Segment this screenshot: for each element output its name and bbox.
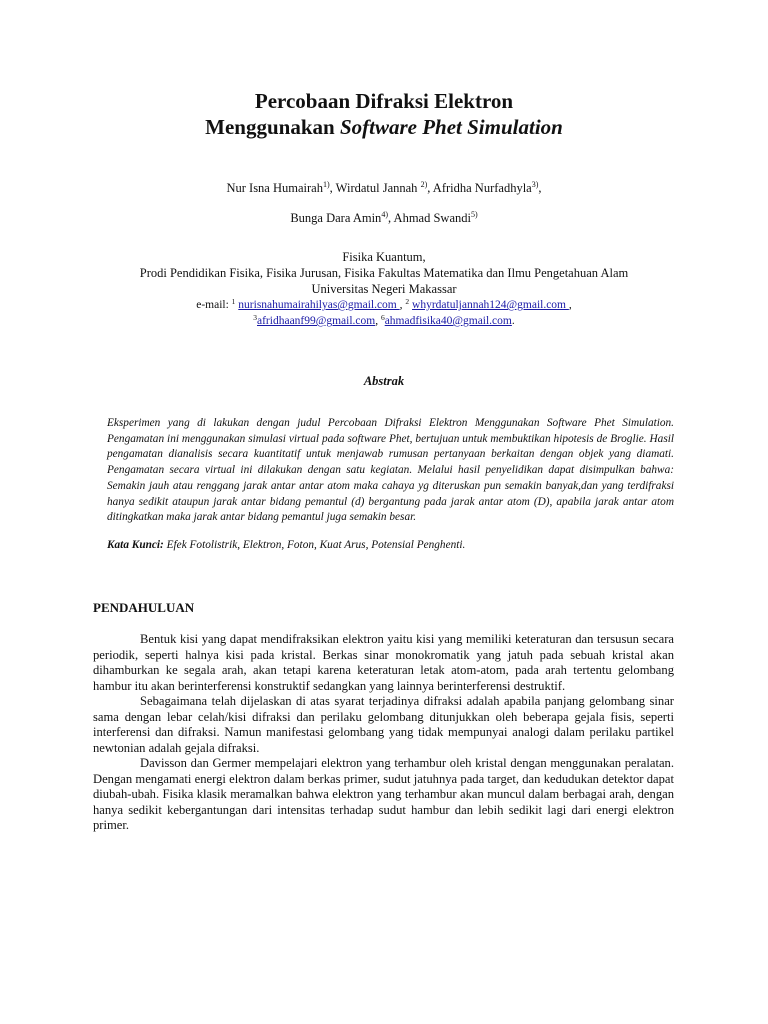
email-link[interactable]: whyrdatuljannah124@gmail.com <box>412 299 569 311</box>
author-name: Nur Isna Humairah <box>226 181 323 195</box>
author-affiliation-mark: 1) <box>322 180 330 189</box>
affiliation-line-1: Fisika Kuantum, <box>342 250 426 264</box>
author-affiliation-mark: 2) <box>420 180 428 189</box>
author-name: Wirdatul Jannah <box>335 181 421 195</box>
section-body <box>93 632 674 834</box>
author-name: Ahmad Swandi <box>393 211 471 225</box>
email-link[interactable]: afridhaanf99@gmail.com <box>257 315 376 327</box>
author-affiliation-mark: 4) <box>381 210 388 219</box>
email-mark: 2 <box>405 297 410 306</box>
title-line-2-plain: Menggunakan <box>205 115 340 139</box>
email-link[interactable]: nurisnahumairahilyas@gmail.com <box>238 299 400 311</box>
email-link[interactable]: ahmadfisika40@gmail.com <box>384 315 512 327</box>
email-line-2: $^3$afridhaanf99@gmail.com, $^6$ahmadfisika40@gmail.com. <box>253 313 515 327</box>
author-affiliation-mark: 5) <box>470 210 478 219</box>
body-paragraph: Bentuk kisi yang dapat mendifraksikan elektron yaitu kisi yang memiliki keteraturan dan tersusun secara periodik, seperti halnya kisi pada kristal. Berkas sinar monokromatik yang jatuh pada sebuah kristal akan dihamburkan ke segala arah, akan tetapi karena keteraturan letak atom-atom, pada arah tertentu gelombang hambur itu akan berinterferensi konstruktif sedangkan yang lainnya berinterferensi destruktif. <box>93 632 674 693</box>
author-affiliation-mark: 3) <box>531 180 539 189</box>
paper-title <box>0 88 768 140</box>
body-paragraph: Davisson dan Germer mempelajari elektron yang terhambur oleh kristal dengan menggunakan peralatan. Dengan mengamati energi elektron dalam berkas primer, sudut jatuhnya pada target, dan kedudukan detektor dapat diubah-ubah. Fisika klasik meramalkan bahwa elektron yang terhambur akan muncul dalam berbagai arah, dengan hanya sedikit kebergantungan dari intensitas terhadap sudut hambur dan lebih sedikit lagi dari energi elektron primer. <box>93 756 674 832</box>
author-name: Afridha Nurfadhyla <box>432 181 532 195</box>
abstract-heading: Abstrak <box>363 374 405 388</box>
section-heading: PENDAHULUAN <box>93 600 195 615</box>
author-line-2: Bunga Dara Amin$^{4)}$, Ahmad Swandi$^{5)}$ <box>290 210 478 225</box>
author-name: Bunga Dara Amin <box>290 211 382 225</box>
title-line-2 <box>0 114 768 140</box>
email-label: e-mail: <box>196 299 232 311</box>
title-line-1: Percobaan Difraksi Elektron <box>254 89 514 113</box>
affiliation-line-3: Universitas Negeri Makassar <box>311 282 457 296</box>
abstract-text: Eksperimen yang di lakukan dengan judul Percobaan Difraksi Elektron Menggunakan Software Phet Simulation. Pengamatan ini menggunakan simulasi virtual pada software Phet, bertujuan untuk membuktikan hipotesis de Broglie. Hasil pengamatan dianalisis secara kuantitatif untuk menjawab rumusan pertanyaan berkaitan dengan objek yang diamati. Pengamatan secara virtual ini dilakukan dengan satu kegiatan. Melalui hasil penyelidikan dapat disimpulkan bahwa: Semakin jauh atau renggang jarak antar antar atom maka cahaya yg diteruskan pun semakin banyak,dan yang terdifraksi hanya sedikit ataupun jarak antar bidang pemantul (d) bergantung pada jarak antar atom (D), apabila jarak antar atom ditingkatkan maka jarak antar bidang pemantul juga semakin besar. <box>107 417 674 524</box>
email-mark: 6 <box>380 313 385 322</box>
keywords <box>107 539 674 551</box>
keywords-label: Kata Kunci: <box>107 539 164 551</box>
email-mark: 3 <box>253 313 257 322</box>
affiliation-line-2: Prodi Pendidikan Fisika, Fisika Jurusan, Fisika Fakultas Matematika dan Ilmu Pengetahuan Alam <box>139 266 629 280</box>
email-line-1: e-mail: $^1$ nurisnahumairahilyas@gmail.com , $^2$ whyrdatuljannah124@gmail.com , <box>196 297 572 311</box>
keywords-list: Efek Fotolistrik, Elektron, Foton, Kuat Arus, Potensial Penghenti. <box>163 539 466 551</box>
body-paragraph: Sebagaimana telah dijelaskan di atas syarat terjadinya difraksi adalah apabila panjang gelombang sinar sama dengan lebar celah/kisi difraksi dan perilaku gelombang ditunjukkan oleh beberapa gejala fisis, seperti interferensi dan difraksi. Namun manifestasi gelombang yang tidak mempunyai analogi dalam perilaku partikel newtonian adalah gejala difraksi. <box>93 694 674 755</box>
email-mark: 1 <box>231 297 236 306</box>
author-line-1: Nur Isna Humairah$^{1)}$, Wirdatul Jannah $^{2)}$, Afridha Nurfadhyla$^{3)}$, <box>226 180 542 195</box>
title-line-2-italic: Software Phet Simulation <box>339 115 563 139</box>
